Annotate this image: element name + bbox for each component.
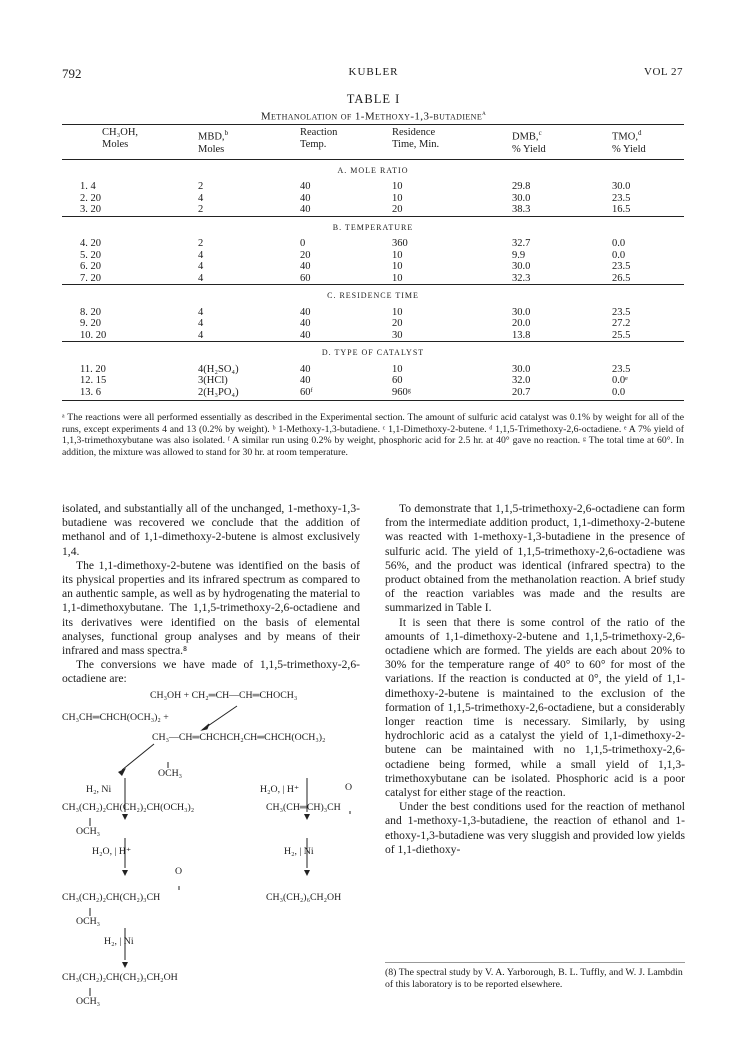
scheme-tmo: CH₃—CH═CHCHCH₂CH═CHCH(OCH₃)₂ <box>152 732 326 743</box>
table-cell: 23.5 <box>612 192 631 204</box>
table-cell: 40 <box>300 181 311 192</box>
table-cell: 8. 20 <box>80 306 101 318</box>
table-cell: 20.0 <box>512 318 531 329</box>
section-title: D. TYPE OF CATALYST <box>62 342 684 364</box>
paragraph: The 1,1-dimethoxy-2-butene was identified on the basis of its physical properties and its infrared spectrum as compared to an authentic sample, as well as by hydrogenating the material to 1,1-dimethoxybutane. The 1,1,5-trimethoxy-2,6-octadiene and its derivatives were identified on the basis of elemental analyses, functional group analyses and by means of their infrared and mass spectra.⁸ <box>62 558 360 658</box>
scheme-label: H₂, | Ni <box>104 936 134 947</box>
volume-label: VOL 27 <box>644 66 683 78</box>
table-row <box>62 250 684 262</box>
table-cell: 0.0ᵉ <box>612 375 628 386</box>
table-cell: 38.3 <box>512 204 531 215</box>
col-header-temp: Reaction Temp. <box>300 125 392 160</box>
table-row <box>62 261 684 273</box>
table-cell: 10 <box>392 181 403 192</box>
table-cell: 40 <box>300 329 311 341</box>
col-header-dmb: DMB,$^c$ % Yield <box>512 125 612 160</box>
table-cell: 960ᵍ <box>392 387 512 401</box>
table-cell: 0.0 <box>612 387 684 401</box>
page-number: 792 <box>62 66 82 81</box>
table-cell: 29.8 <box>512 181 531 192</box>
paragraph: Under the best conditions used for the reaction of methanol and 1-methoxy-1,3-butadiene, the reaction of ethanol and 1-ethoxy-1,3-butadiene was very sluggish and provided low yields of 1,1-diethoxy- <box>385 800 685 856</box>
scheme-label: H₂, Ni <box>86 784 112 795</box>
scheme-alcohol: CH₃(CH₂)₂CH(CH₂)₃CH₂OH <box>62 972 178 983</box>
table-cell: 26.5 <box>612 272 631 284</box>
scheme-unsat-ald: CH₃(CH═CH)₃CH <box>266 802 341 813</box>
table-cell: 3. 20 <box>80 204 101 215</box>
table-cell: 4 <box>198 272 204 284</box>
scheme-label: O <box>175 866 183 877</box>
table-cell: 30.0 <box>512 261 531 272</box>
col-header-time: Residence Time, Min. <box>392 125 512 160</box>
table-cell: 0.0 <box>612 238 626 249</box>
paragraph: The conversions we have made of 1,1,5-trimethoxy-2,6-octadiene are: <box>62 658 360 686</box>
table-cell: 13.8 <box>512 329 531 341</box>
right-column <box>385 502 685 857</box>
table-cell: 32.7 <box>512 238 531 249</box>
table-cell: 10 <box>392 249 403 261</box>
table-cell: 40 <box>300 375 311 386</box>
table-row <box>62 273 684 285</box>
table-row <box>62 307 684 319</box>
table-row <box>62 330 684 342</box>
table-cell: 20 <box>300 249 311 261</box>
scheme-tmo-sub: OCH₃ <box>158 768 183 779</box>
table-cell: 23.5 <box>612 261 631 272</box>
table-cell: 40 <box>300 261 311 272</box>
table-cell: 4 <box>198 249 204 261</box>
scheme-octanol: CH₃(CH₂)₆CH₂OH <box>266 892 342 903</box>
scheme-reactants: CH₃OH + CH₂═CH—CH═CHOCH₃ <box>150 690 298 701</box>
table-cell: 60 <box>300 272 311 284</box>
table-cell: 3(HCl) <box>198 375 228 386</box>
table-cell: 12. 15 <box>80 375 107 386</box>
table-cell: 4 <box>198 329 204 341</box>
table-cell: 2. 20 <box>80 192 101 204</box>
table-cell: 11. 20 <box>80 363 106 375</box>
scheme-sat-ald: CH₃(CH₂)₂CH(CH₂)₃CH <box>62 892 161 903</box>
table-row <box>62 375 684 387</box>
scheme-label: H₂O, | H⁺ <box>92 846 132 857</box>
table-caption-mark: a <box>482 109 487 117</box>
table-cell: 4 <box>198 318 204 329</box>
scheme-dmb: CH₃CH═CHCH(OCH₃)₂ + <box>62 712 169 723</box>
table-cell: 60ᶠ <box>300 387 392 401</box>
scheme-label: O <box>345 782 353 793</box>
table-cell: 0 <box>300 238 306 249</box>
table-row <box>62 387 684 401</box>
table-section-heading <box>62 216 684 238</box>
table-header-row <box>62 125 684 160</box>
left-column <box>62 502 360 687</box>
table-cell: 2 <box>198 181 204 192</box>
footnote-8: (8) The spectral study by V. A. Yarborough, B. L. Tuffly, and W. J. Lambdin of this laboratory is to be reported elsewhere. <box>385 962 685 990</box>
table-title: TABLE I <box>346 92 401 106</box>
table-cell: 32.3 <box>512 272 531 284</box>
table-caption <box>0 109 747 123</box>
table-cell: 23.5 <box>612 306 631 318</box>
running-head-author: KUBLER <box>348 66 399 78</box>
table-cell: 30.0 <box>512 306 531 318</box>
table-caption-text: Methanolation of 1-Methoxy-1,3-butadiene <box>260 110 483 123</box>
table-cell: 1. 4 <box>80 181 96 192</box>
table-row <box>62 193 684 205</box>
table-cell: 5. 20 <box>80 249 101 261</box>
table-cell: 9. 20 <box>80 318 101 329</box>
table-cell: 2(H₃PO₄) <box>198 387 300 401</box>
table-cell: 40 <box>300 306 311 318</box>
table-cell: 7. 20 <box>80 272 101 284</box>
scheme-sat-ether-sub: OCH₃ <box>76 826 101 837</box>
table-cell: 6. 20 <box>80 261 101 272</box>
table-row <box>62 318 684 330</box>
data-table <box>62 124 684 401</box>
table-cell: 20.7 <box>512 387 612 401</box>
paragraph: isolated, and substantially all of the unchanged, 1-methoxy-1,3-butadiene was recovered we conclude that the addition of methanol and of 1,1-dimethoxy-2-butene is almost exclusively 1,4. <box>62 502 360 558</box>
scheme-alcohol-sub: OCH₃ <box>76 996 101 1007</box>
table-cell: 30.0 <box>612 181 631 192</box>
table-section-heading <box>62 159 684 181</box>
scheme-sat-ether: CH₃(CH₂)₂CH(CH₂)₂CH(OCH₃)₂ <box>62 802 195 813</box>
table-footnote: ᵃ The reactions were all performed essentially as described in the Experimental section. The amount of sulfuric acid catalyst was 0.1% by weight for all of the runs, except experiments 4 and 13 (0.2% by weight). ᵇ 1-Methoxy-1,3-butadiene. ᶜ 1,1-Dimethoxy-2-butene. ᵈ 1,1,5-Trimethoxy-2,6-octadiene. ᵉ A 7% yield of 1,1,3-trimethoxybutane was also isolated. ᶠ A similar run using 0.2% by weight, phosphoric acid for 2.5 hr. at 40° gave no reaction. ᵍ The total time at 60°. In addition, the mixture was allowed to stand for 30 hr. at room temperature. <box>62 412 684 458</box>
table-row <box>62 181 684 193</box>
section-title: B. TEMPERATURE <box>62 216 684 238</box>
reaction-scheme <box>62 690 362 1010</box>
scheme-label: H₂O, | H⁺ <box>260 784 300 795</box>
table-cell: 10 <box>392 272 403 284</box>
table-cell: 32.0 <box>512 375 531 386</box>
table-cell: 40 <box>300 192 311 204</box>
table-cell: 16.5 <box>612 204 631 215</box>
table-cell: 60 <box>392 375 403 386</box>
col-header-mbd: MBD,$^b$ Moles <box>198 125 300 160</box>
scheme-label: H₂, | Ni <box>284 846 314 857</box>
table-row <box>62 204 684 216</box>
table-cell: 10 <box>392 192 403 204</box>
table-cell: 10 <box>392 261 403 272</box>
table-cell: 0.0 <box>612 249 626 261</box>
table-row <box>62 238 684 250</box>
scheme-sat-ald-sub: OCH₃ <box>76 916 101 927</box>
col-header-ch3oh: CH₃OH, Moles <box>62 125 198 160</box>
table-cell: 10. 20 <box>80 329 107 341</box>
table-row <box>62 364 684 376</box>
table-cell: 30 <box>392 329 403 341</box>
table-cell: 360 <box>392 238 408 249</box>
table-cell: 2 <box>198 238 204 249</box>
paragraph: To demonstrate that 1,1,5-trimethoxy-2,6-octadiene can form from the intermediate addition product, 1,1-dimethoxy-2-butene was reacted with 1-methoxy-1,3-butadiene in the presence of sulfuric acid. The yield of 1,1,5-trimethoxy-2,6-octadiene was 56%, and the product was identical (infrared spectra) to the product obtained from the methanolation reaction. A brief study of the reaction variables was made and the results are summarized in Table I. <box>385 502 685 615</box>
table-cell: 4 <box>198 306 204 318</box>
table-cell: 27.2 <box>612 318 631 329</box>
paragraph: It is seen that there is some control of the ratio of the amounts of 1,1-dimethoxy-2-butene and 1,1,5-trimethoxy-2,6-octadiene which are formed. The yields are each about 20% to 30% for the temperature range of 40° to 60° for most of the variations. If the reaction is conducted at 0°, the yield of 1,1-dimethoxy-2-butene is maintained to the exclusion of the formation of 1,1,5-trimethoxy-2,6-octadiene, but a considerably longer reaction time is necessary. Similarly, by using hydrochloric acid as a catalyst the yield of 1,1-dimethoxy-2-butene can be maintained with no 1,1,5-trimethoxy-2,6-octadiene being formed, while a small yield of 1,1,3-trimethoxybutane can be isolated. Phosphoric acid is a poor catalyst for either stage of the reaction. <box>385 615 685 800</box>
section-title: C. RESIDENCE TIME <box>62 285 684 307</box>
table-cell: 30.0 <box>512 363 531 375</box>
table-cell: 10 <box>392 363 403 375</box>
table-cell: 40 <box>300 204 311 215</box>
table-cell: 25.5 <box>612 329 631 341</box>
table-cell: 40 <box>300 363 311 375</box>
table-cell: 30.0 <box>512 192 531 204</box>
table-cell: 20 <box>392 318 403 329</box>
table-cell: 40 <box>300 318 311 329</box>
table-cell: 4. 20 <box>80 238 101 249</box>
table-cell: 9.9 <box>512 249 526 261</box>
table-section-heading <box>62 285 684 307</box>
section-title: A. MOLE RATIO <box>62 159 684 181</box>
table-cell: 10 <box>392 306 403 318</box>
table-cell: 13. 6 <box>62 387 198 401</box>
table-cell: 23.5 <box>612 363 631 375</box>
table-cell: 4 <box>198 261 204 272</box>
table-cell: 4(H₂SO₄) <box>198 363 239 375</box>
table-cell: 20 <box>392 204 403 215</box>
table-cell: 4 <box>198 192 204 204</box>
table-section-heading <box>62 342 684 364</box>
col-header-tmo: TMO,$^d$ % Yield <box>612 125 684 160</box>
table-cell: 2 <box>198 204 204 215</box>
